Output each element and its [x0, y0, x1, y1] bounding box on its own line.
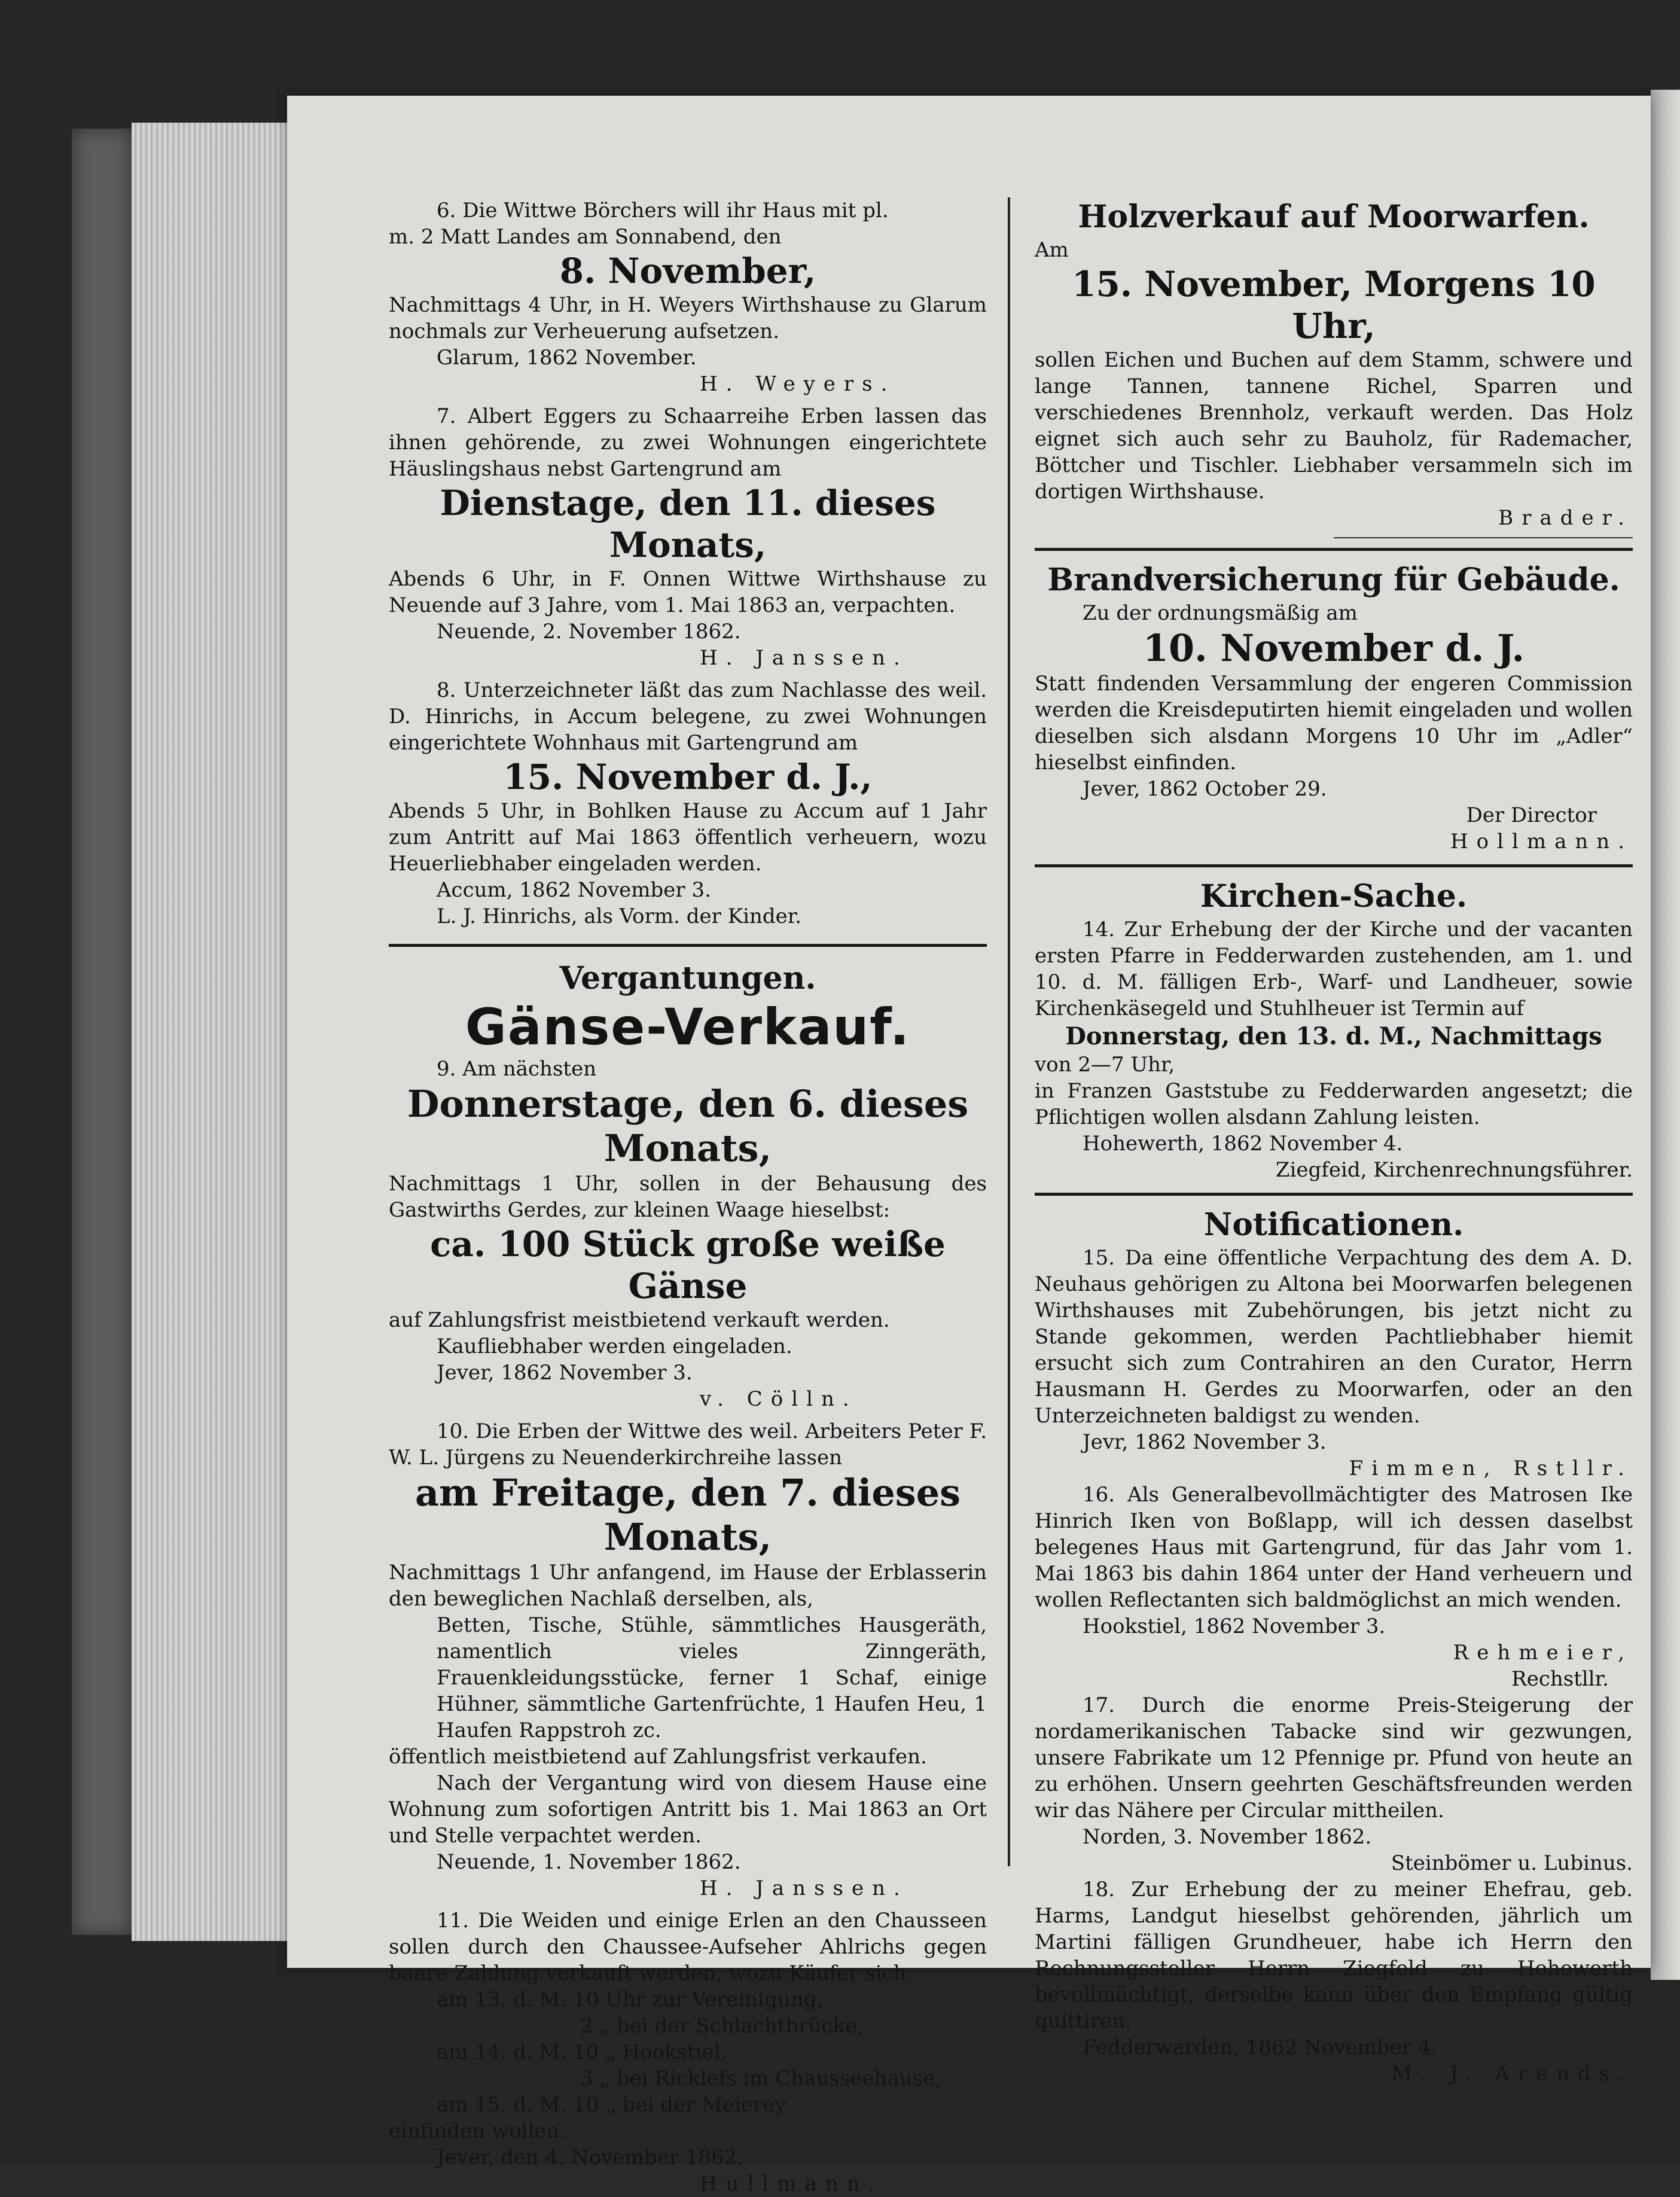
notice-9	[389, 1056, 987, 1412]
notice-8	[389, 677, 987, 930]
notice-signature: v. Cölln.	[700, 1387, 858, 1411]
notice-signature: H. Janssen.	[700, 1876, 908, 1900]
notice-text: Nachmittags 4 Uhr, in H. Weyers Wirthshause zu Glarum nochmals zur Verheuerung aufsetzen.	[389, 293, 987, 343]
book-spine	[72, 129, 134, 1935]
notice-holzverkauf	[1035, 197, 1633, 538]
notice-text: Nachmittags 1 Uhr, sollen in der Behausung des Gastwirths Gerdes, zur kleinen Waage hieselbst:	[389, 1172, 987, 1222]
section-rule	[1035, 548, 1633, 551]
notice-text: Abends 6 Uhr, in F. Onnen Wittwe Wirthshause zu Neuende auf 3 Jahre, vom 1. Mai 1863 an, verpachten.	[389, 567, 987, 617]
notice-place: Jever, den 4. November 1862.	[437, 2146, 744, 2169]
notice-date: Donnerstage, den 6. dieses Monats,	[407, 1082, 969, 1170]
notice-date: am Freitage, den 7. dieses Monats,	[414, 1471, 961, 1559]
notice-place: Accum, 1862 November 3.	[437, 878, 711, 902]
schedule-line: am 13. d. M. 10 Uhr zur Vereinigung,	[437, 1988, 824, 2012]
notice-signature: Steinbömer u. Lubinus.	[1391, 1851, 1633, 1875]
schedule-line: 2 „ bei der Schlachtbrücke,	[580, 2014, 864, 2038]
notice-brandversicherung	[1035, 560, 1633, 855]
notice-place: Hohewerth, 1862 November 4.	[1083, 1132, 1403, 1156]
notice-notificationen	[1035, 1205, 1633, 2087]
section-heading-gaense-verkauf: Gänse-Verkauf.	[465, 998, 911, 1056]
notice-text: 7. Albert Eggers zu Schaarreihe Erben lassen das ihnen gehörende, zu zwei Wohnungen eingerichtete Häuslingshaus nebst Gartengrund am	[389, 404, 987, 481]
notice-place: Neuende, 2. November 1862.	[437, 620, 741, 644]
notice-text: 15. Da eine öffentliche Verpachtung des dem A. D. Neuhaus gehörigen zu Altona bei Moorwarfen belegenen Wirthshauses mit Zubehörungen, bis jetzt nicht zu Stande gekommen, werden Pachtliebhaber hiemit ersucht sich zum Contrahiren an den Curator, Herrn Hausmann H. Gerdes zu Moorwarfen, oder an den Unterzeichneten baldigst zu wenden.	[1035, 1246, 1633, 1428]
notice-text: sollen Eichen und Buchen auf dem Stamm, schwere und lange Tannen, tannene Richel, Sparren und verschiedenes Brennholz, verkauft werden. Das Holz eignet sich auch sehr zu Bauholz, für Rademacher, Böttcher und Tischler. Liebhaber versammeln sich im dortigen Wirthshause.	[1035, 348, 1633, 504]
notice-date: 8. November,	[559, 251, 816, 291]
notice-place: Jevr, 1862 November 3.	[1083, 1430, 1327, 1454]
notice-text: 9. Am nächsten	[437, 1057, 597, 1081]
notice-text: öffentlich meistbietend auf Zahlungsfrist verkaufen.	[389, 1745, 927, 1769]
notice-signature: Hollmann.	[1450, 830, 1633, 854]
section-rule	[1035, 864, 1633, 867]
notice-text: von 2—7 Uhr,	[1035, 1053, 1175, 1077]
schedule-line: am 15. d. M. 10 „ bei der Meierey	[437, 2093, 786, 2117]
notice-text: 14. Zur Erhebung der der Kirche und der vacanten ersten Pfarre in Fedderwarden zustehenden, am 1. und 10. d. M. fälligen Erb-, Warf- und Landheuer, sowie Kirchenkäsegeld und Stuhlheuer ist Termin auf	[1035, 918, 1633, 1020]
notice-11	[389, 1907, 987, 2197]
notice-place: Fedderwarden, 1862 November 4.	[1083, 2035, 1438, 2059]
section-rule	[389, 944, 987, 947]
notice-text: einfinden wollen.	[389, 2119, 566, 2143]
notice-text: 16. Als Generalbevollmächtigter des Matrosen Ike Hinrich Iken von Boßlapp, will ich dessen daselbst belegenes Haus mit Gartengrund, für das Jahr vom 1. Mai 1863 bis dahin 1864 unter der Hand verheuern und wollen Reflectanten sich baldmöglichst an mich wenden.	[1035, 1483, 1633, 1612]
notice-goods: ca. 100 Stück große weiße Gänse	[430, 1224, 946, 1306]
section-heading-vergantungen: Vergantungen.	[559, 960, 816, 997]
notice-heading: Holzverkauf auf Moorwarfen.	[1078, 199, 1590, 235]
notice-signature: Rehmeier,	[1453, 1641, 1633, 1665]
notice-signature: L. J. Hinrichs, als Vorm. der Kinder.	[437, 904, 802, 928]
notice-signature: Fimmen, Rstllr.	[1349, 1456, 1633, 1480]
notice-text: 6. Die Wittwe Börchers will ihr Haus mit pl.	[437, 199, 889, 223]
notice-text: auf Zahlungsfrist meistbietend verkauft werden.	[389, 1308, 890, 1332]
notice-kirchen-sache	[1035, 877, 1633, 1183]
notice-7	[389, 403, 987, 671]
notice-date: 15. November, Morgens 10 Uhr,	[1072, 264, 1596, 346]
notice-signature: H. Janssen.	[700, 646, 908, 670]
notice-text: Am	[1035, 238, 1069, 262]
notice-items: Betten, Tische, Stühle, sämmtliches Hausgeräth, namentlich vieles Zinngeräth, Frauenkleidungsstücke, ferner 1 Schaf, einige Hühner, sämmtliche Gartenfrüchte, 1 Haufen Heu, 1 Haufen Rappstroh zc.	[437, 1613, 987, 1742]
notice-place: Jever, 1862 October 29.	[1083, 777, 1327, 801]
notice-text: 8. Unterzeichneter läßt das zum Nachlasse des weil. D. Hinrichs, in Accum belegene, zu zwei Wohnungen eingerichtete Wohnhaus mit Gartengrund am	[389, 678, 987, 755]
left-column	[389, 197, 987, 2197]
notice-date: 10. November d. J.	[1142, 626, 1525, 670]
schedule-line: 3 „ bei Ricklefs im Chausseehause,	[580, 2067, 941, 2091]
notice-date: Dienstage, den 11. dieses Monats,	[440, 483, 936, 565]
notice-place: Hookstiel, 1862 November 3.	[1083, 1614, 1386, 1638]
notice-date: Donnerstag, den 13. d. M., Nachmittags	[1065, 1022, 1602, 1050]
notice-signature: H. Weyers.	[700, 372, 896, 396]
notice-text: Abends 5 Uhr, in Bohlken Hause zu Accum auf 1 Jahr zum Antritt auf Mai 1863 öffentlich verheuern, wozu Heuerliebhaber eingeladen werden.	[389, 799, 987, 876]
column-divider	[1008, 197, 1010, 1866]
notice-text: 11. Die Weiden und einige Erlen an den Chausseen sollen durch den Chaussee-Aufseher Ahlrichs gegen baare Zahlung verkauft werden, wozu Käufer sich	[389, 1909, 987, 1985]
page-edges	[132, 123, 293, 1941]
notice-text: Kaufliebhaber werden eingeladen.	[437, 1334, 792, 1358]
notice-text: 10. Die Erben der Wittwe des weil. Arbeiters Peter F. W. L. Jürgens zu Neuenderkirchreihe lassen	[389, 1419, 987, 1470]
notice-text: in Franzen Gaststube zu Fedderwarden angesetzt; die Pflichtigen wollen alsdann Zahlung leisten.	[1035, 1079, 1633, 1129]
notice-signature: Hullmann.	[700, 2172, 883, 2196]
notice-text: Statt findenden Versammlung der engeren Commission werden die Kreisdeputirten hiemit eingeladen und wollen dieselben sich alsdann Morgens 10 Uhr im „Adler“ hieselbst einfinden.	[1035, 672, 1633, 775]
notice-heading: Brandversicherung für Gebäude.	[1047, 562, 1620, 598]
right-column	[1035, 197, 1633, 2087]
notice-signature-title: Rechstllr.	[1511, 1667, 1609, 1691]
section-rule	[1035, 1193, 1633, 1196]
notice-text: 17. Durch die enorme Preis-Steigerung der nordamerikanischen Tabacke sind wir gezwungen, unsere Fabrikate um 12 Pfennige pr. Pfund von heute an zu erhöhen. Unsern geehrten Geschäftsfreunden werden wir das Nähere per Circular mittheilen.	[1035, 1693, 1633, 1823]
notice-text: 18. Zur Erhebung der zu meiner Ehefrau, geb. Harms, Landgut hieselbst gehörenden, jährlich um Martini fälligen Grundheuer, habe ich Herrn den Rechnungssteller Herrn Ziegfeld zu Hohewerth bevollmächtigt, derselbe kann über den Empfang gültig quittiren.	[1035, 1878, 1633, 2033]
notice-heading: Kirchen-Sache.	[1200, 878, 1468, 915]
newspaper-page	[287, 96, 1651, 2196]
notice-heading: Notificationen.	[1203, 1206, 1464, 1243]
notice-text: Nachmittags 1 Uhr anfangend, im Hause der Erblasserin den beweglichen Nachlaß derselben, als,	[389, 1561, 987, 1611]
notice-place: Glarum, 1862 November.	[437, 346, 697, 370]
notice-signature: Ziegfeid, Kirchenrechnungsführer.	[1275, 1158, 1633, 1182]
notice-signature: M. J. Arends.	[1391, 2062, 1633, 2086]
notice-10	[389, 1418, 987, 1902]
notice-place: Norden, 3. November 1862.	[1083, 1825, 1372, 1849]
schedule-line: am 14. d. M. 10 „ Hookstiel,	[437, 2040, 727, 2064]
notice-6	[389, 197, 987, 397]
notice-text: Nach der Vergantung wird von diesem Hause eine Wohnung zum sofortigen Antritt bis 1. Mai 1863 an Ort und Stelle verpachtet werden.	[389, 1771, 987, 1848]
notice-date: 15. November d. J.,	[503, 757, 873, 797]
notice-place: Neuende, 1. November 1862.	[437, 1850, 741, 1874]
next-page-edge	[1651, 90, 1680, 1980]
notice-place: Jever, 1862 November 3.	[437, 1361, 693, 1385]
notice-text: m. 2 Matt Landes am Sonnabend, den	[389, 225, 782, 249]
signature-rule	[1334, 537, 1633, 538]
notice-signature: Brader.	[1498, 506, 1633, 530]
notice-text: Zu der ordnungsmäßig am	[1083, 601, 1358, 625]
notice-signature-title: Der Director	[1466, 803, 1597, 827]
